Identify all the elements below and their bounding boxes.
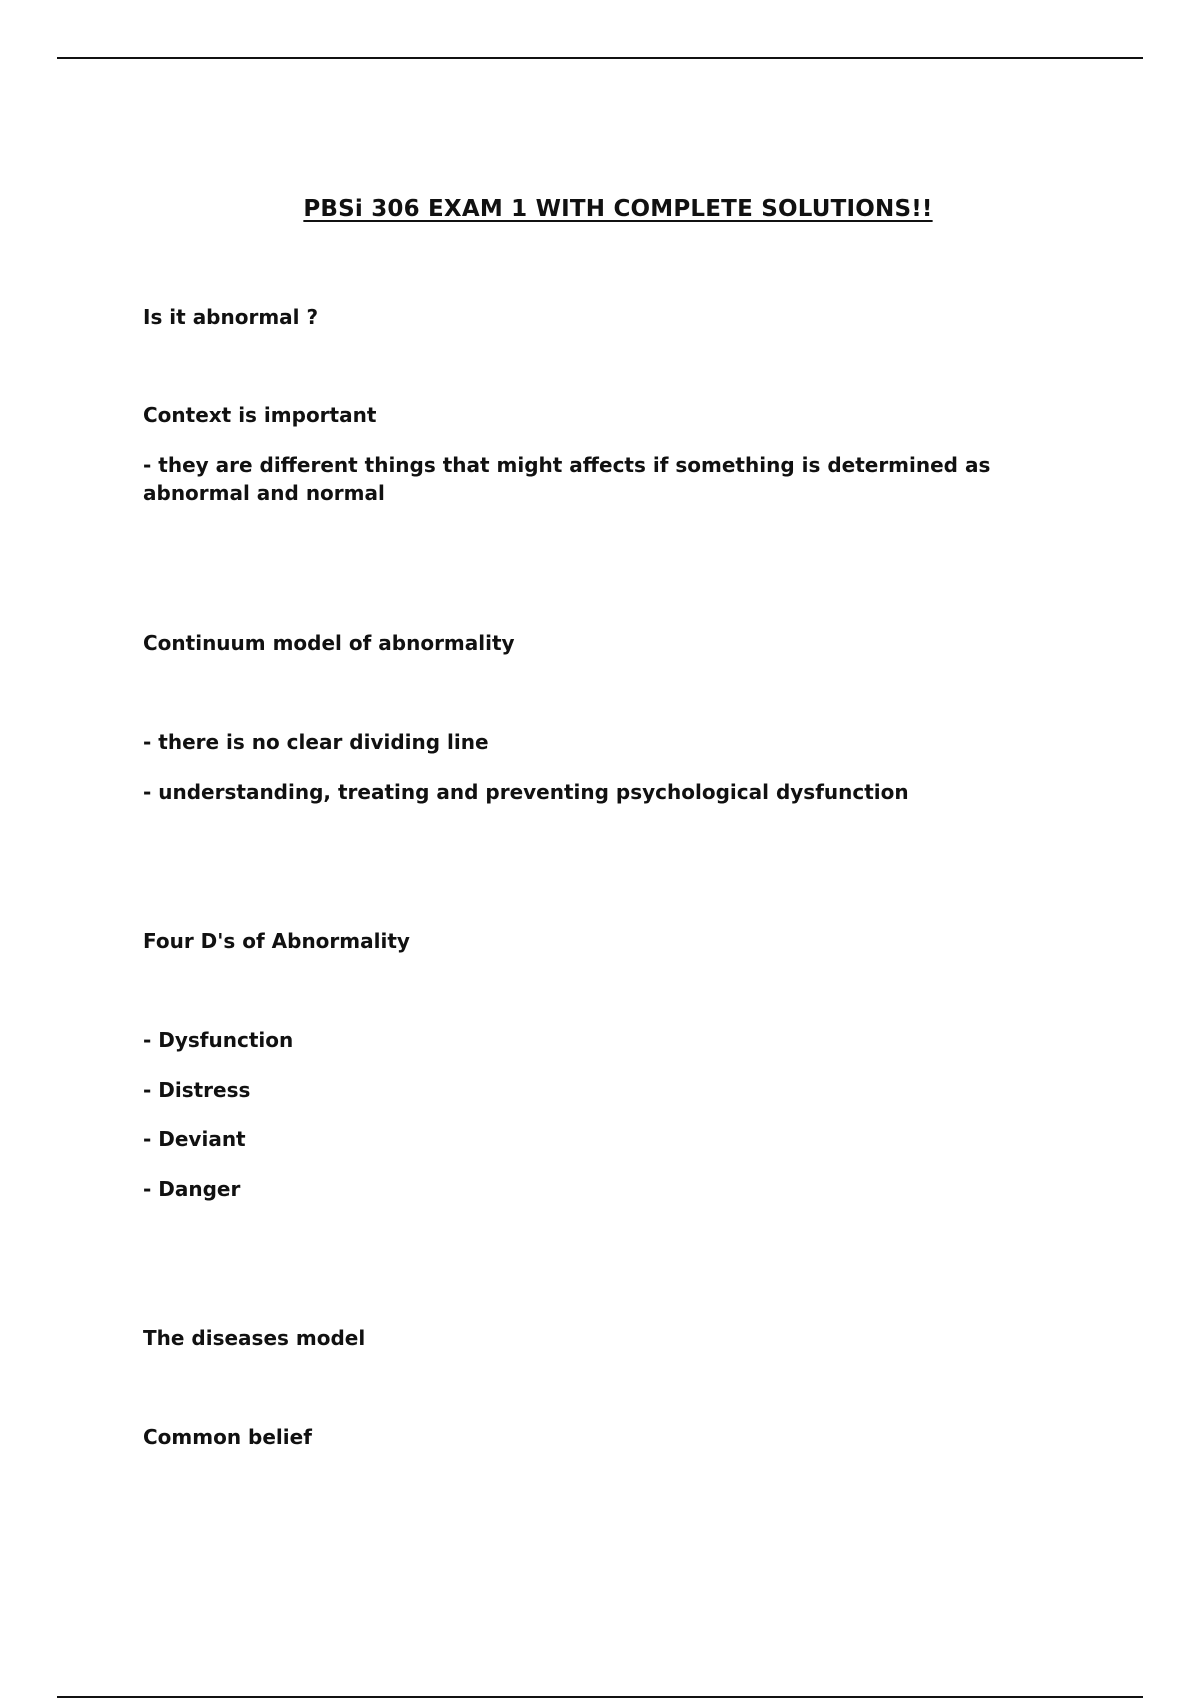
question-continuum-model: Continuum model of abnormality bbox=[143, 631, 515, 655]
question-context-is-important: Context is important bbox=[143, 403, 377, 427]
question-four-ds: Four D's of Abnormality bbox=[143, 929, 410, 953]
document-title: PBSi 306 EXAM 1 WITH COMPLETE SOLUTIONS!! bbox=[303, 196, 933, 222]
top-rule bbox=[57, 57, 1143, 59]
answer-distress: - Distress bbox=[143, 1078, 251, 1102]
question-common-belief: Common belief bbox=[143, 1425, 312, 1449]
answer-dysfunction: - Dysfunction bbox=[143, 1028, 294, 1052]
answer-deviant: - Deviant bbox=[143, 1127, 246, 1151]
answer-continuum-line-1: - there is no clear dividing line bbox=[143, 730, 489, 754]
question-is-it-abnormal: Is it abnormal ? bbox=[143, 305, 319, 329]
answer-continuum-line-2: - understanding, treating and preventing psychological dysfunction bbox=[143, 780, 909, 804]
answer-context: - they are different things that might affects if something is determined as abnormal and normal bbox=[143, 453, 991, 505]
answer-danger: - Danger bbox=[143, 1177, 241, 1201]
bottom-rule bbox=[57, 1696, 1143, 1698]
question-diseases-model: The diseases model bbox=[143, 1326, 366, 1350]
